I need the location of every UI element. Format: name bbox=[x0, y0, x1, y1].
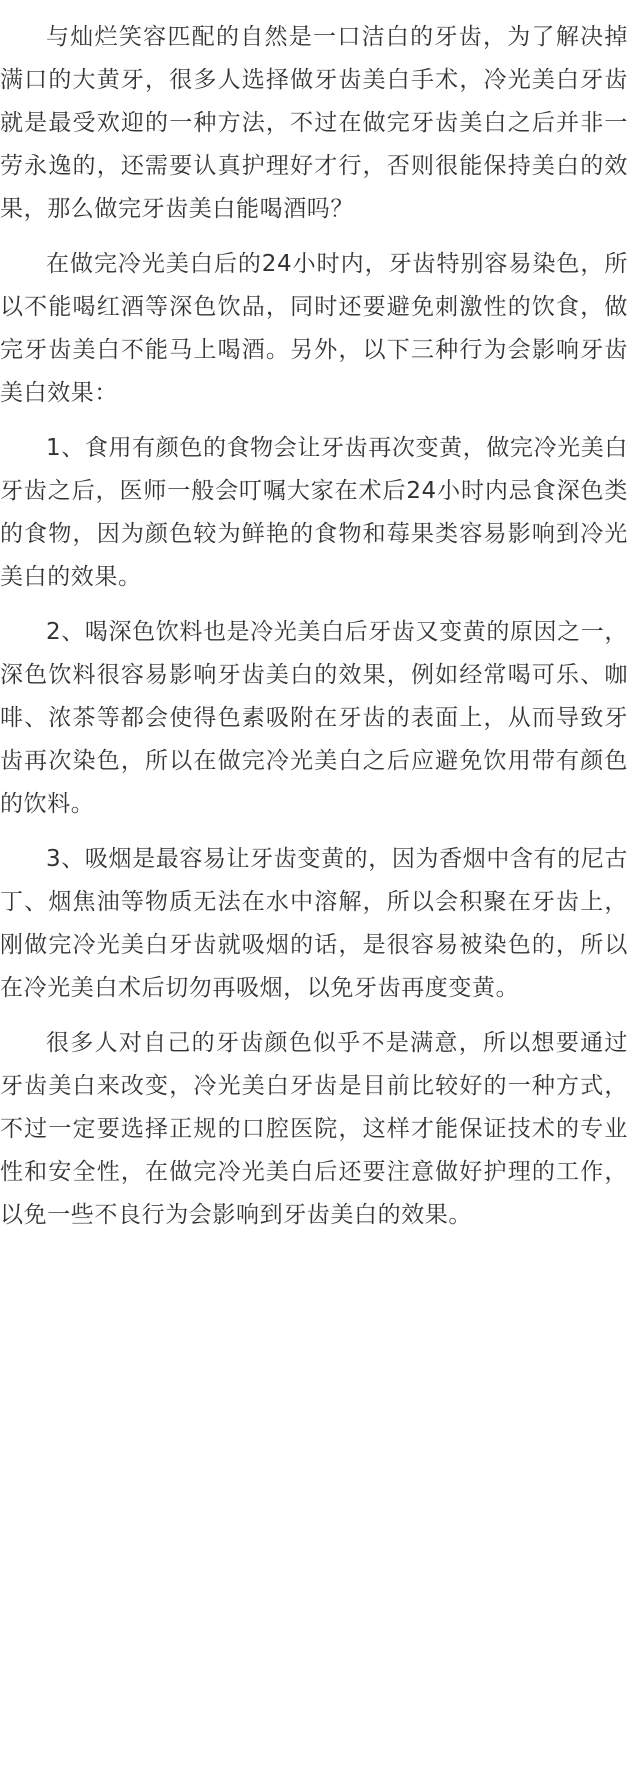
paragraph-24-hours: 在做完冷光美白后的24小时内，牙齿特别容易染色，所以不能喝红酒等深色饮品，同时还要避免刺激性的饮食，做完牙齿美白不能马上喝酒。另外，以下三种行为会影响牙齿美白效果： bbox=[0, 251, 628, 406]
paragraph-point-3: 3、吸烟是最容易让牙齿变黄的，因为香烟中含有的尼古丁、烟焦油等物质无法在水中溶解，所以会积聚在牙齿上，刚做完冷光美白牙齿就吸烟的话，是很容易被染色的，所以在冷光美白术后切勿再吸烟，以免牙齿再度变黄。 bbox=[0, 846, 628, 1001]
paragraph-point-2: 2、喝深色饮料也是冷光美白后牙齿又变黄的原因之一，深色饮料很容易影响牙齿美白的效果，例如经常喝可乐、咖啡、浓茶等都会使得色素吸附在牙齿的表面上，从而导致牙齿再次染色，所以在做完冷光美白之后应避免饮用带有颜色的饮料。 bbox=[0, 619, 628, 817]
paragraph-intro: 与灿烂笑容匹配的自然是一口洁白的牙齿，为了解决掉满口的大黄牙，很多人选择做牙齿美白手术，冷光美白牙齿就是最受欢迎的一种方法，不过在做完牙齿美白之后并非一劳永逸的，还需要认真护理好才行，否则很能保持美白的效果，那么做完牙齿美白能喝酒吗？ bbox=[0, 24, 628, 222]
paragraph-conclusion: 很多人对自己的牙齿颜色似乎不是满意，所以想要通过牙齿美白来改变，冷光美白牙齿是目前比较好的一种方式，不过一定要选择正规的口腔医院，这样才能保证技术的专业性和安全性，在做完冷光美白后还要注意做好护理的工作，以免一些不良行为会影响到牙齿美白的效果。 bbox=[0, 1030, 628, 1228]
paragraph-point-1: 1、食用有颜色的食物会让牙齿再次变黄，做完冷光美白牙齿之后，医师一般会叮嘱大家在术后24小时内忌食深色类的食物，因为颜色较为鲜艳的食物和莓果类容易影响到冷光美白的效果。 bbox=[0, 435, 628, 590]
